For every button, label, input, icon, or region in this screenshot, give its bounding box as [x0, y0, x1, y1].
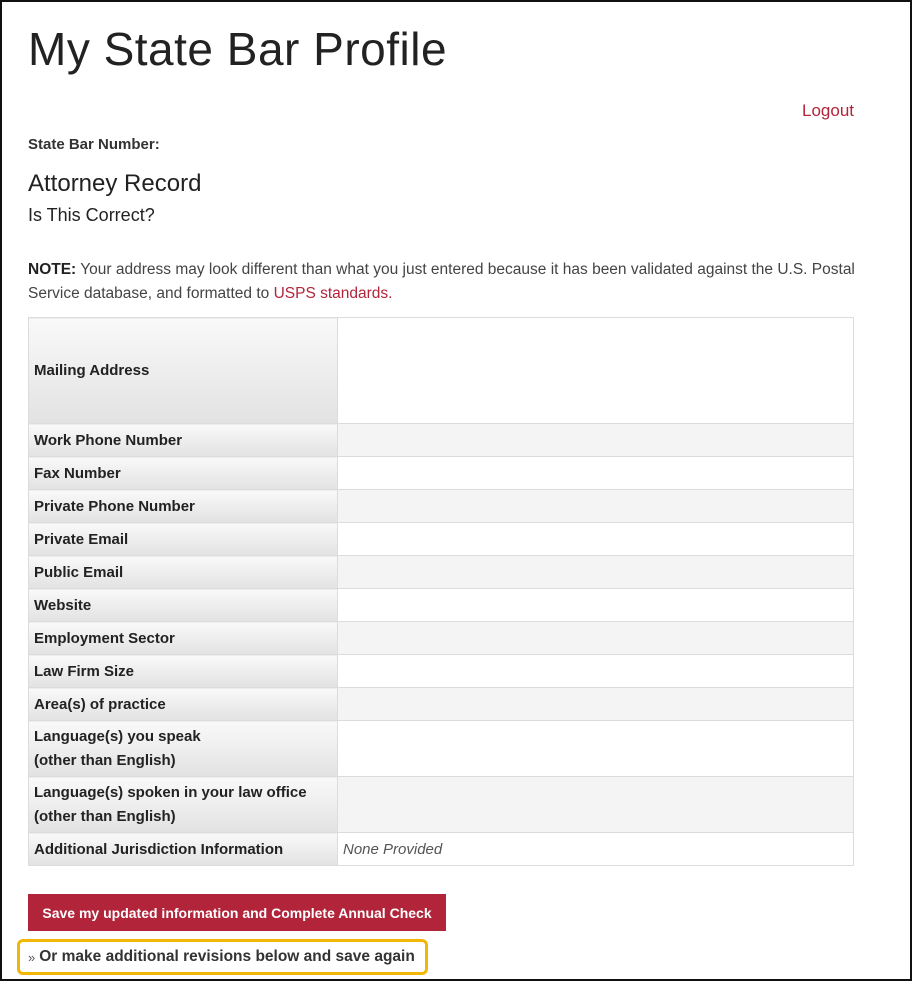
row-label-office-languages: [29, 777, 338, 833]
row-label-areas-of-practice: Area(s) of practice: [29, 688, 338, 721]
row-label-public-email: Public Email: [29, 556, 338, 589]
row-label-fax: Fax Number: [29, 457, 338, 490]
label-line: (other than English): [34, 751, 176, 769]
row-label-law-firm-size: Law Firm Size: [29, 655, 338, 688]
table-row: [29, 721, 854, 777]
table-row: [29, 318, 854, 424]
label-line: (other than English): [34, 807, 176, 825]
label-line: Language(s) you speak: [34, 727, 201, 745]
row-label-employment-sector: Employment Sector: [29, 622, 338, 655]
row-label-additional-jurisdiction: Additional Jurisdiction Information: [29, 833, 338, 866]
table-row: [29, 833, 854, 866]
table-row: [29, 523, 854, 556]
address-note: [28, 258, 858, 306]
note-text: Your address may look different than what you just entered because it has been validated against the U.S. Postal Service database, and formatted to: [28, 261, 855, 302]
row-label-work-phone: Work Phone Number: [29, 424, 338, 457]
row-value-mailing-address: [338, 318, 854, 424]
label-line: Language(s) spoken in your law office: [34, 783, 307, 801]
logout-link[interactable]: Logout: [802, 101, 854, 120]
row-value-law-firm-size: [338, 655, 854, 688]
row-value-office-languages: [338, 777, 854, 833]
row-value-languages-spoken: [338, 721, 854, 777]
save-and-complete-button[interactable]: Save my updated information and Complete Annual Check: [28, 894, 446, 931]
table-row: [29, 424, 854, 457]
row-label-private-phone: Private Phone Number: [29, 490, 338, 523]
row-value-private-email: [338, 523, 854, 556]
table-row: [29, 777, 854, 833]
table-row: [29, 688, 854, 721]
row-label-private-email: Private Email: [29, 523, 338, 556]
state-bar-number-label: State Bar Number:: [28, 136, 160, 153]
row-value-private-phone: [338, 490, 854, 523]
attorney-record-heading: Attorney Record: [28, 170, 202, 197]
none-provided-text: None Provided: [343, 840, 443, 858]
table-row: [29, 589, 854, 622]
chevron-right-icon: »: [28, 949, 36, 965]
table-row: [29, 490, 854, 523]
row-label-mailing-address: Mailing Address: [29, 318, 338, 424]
attorney-record-table: [28, 317, 854, 866]
row-value-areas-of-practice: [338, 688, 854, 721]
row-value-fax: [338, 457, 854, 490]
row-label-languages-spoken: [29, 721, 338, 777]
table-row: [29, 622, 854, 655]
note-prefix: NOTE:: [28, 261, 77, 278]
revisions-label: Or make additional revisions below and save again: [39, 948, 415, 965]
row-label-website: Website: [29, 589, 338, 622]
row-value-website: [338, 589, 854, 622]
table-row: [29, 457, 854, 490]
row-value-work-phone: [338, 424, 854, 457]
table-row: [29, 655, 854, 688]
usps-standards-link[interactable]: USPS standards.: [273, 285, 393, 302]
row-value-employment-sector: [338, 622, 854, 655]
additional-revisions-link[interactable]: [17, 939, 428, 975]
row-value-additional-jurisdiction: [338, 833, 854, 866]
page-title: My State Bar Profile: [28, 23, 448, 75]
row-value-public-email: [338, 556, 854, 589]
table-row: [29, 556, 854, 589]
is-this-correct-text: Is This Correct?: [28, 205, 155, 225]
